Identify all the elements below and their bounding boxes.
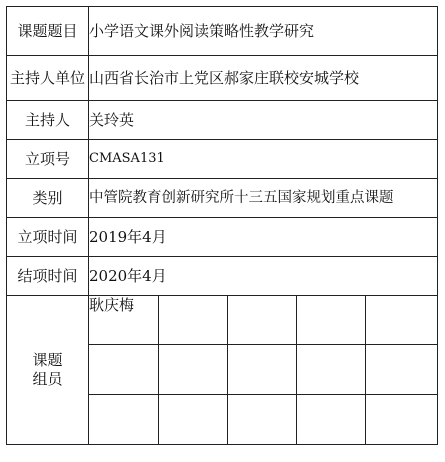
title-value: 小学语文课外阅读策略性教学研究 bbox=[89, 7, 438, 56]
host-org-value: 山西省长治市上党区郝家庄联校安城学校 bbox=[89, 56, 438, 101]
member-cell bbox=[159, 296, 228, 345]
row-host-org bbox=[7, 56, 438, 101]
host-value: 关玲英 bbox=[89, 101, 438, 140]
member-cell bbox=[366, 296, 438, 345]
member-cell bbox=[159, 395, 228, 445]
end-date-value: 2020年4月 bbox=[89, 257, 438, 296]
row-title bbox=[7, 7, 438, 56]
member-row bbox=[7, 296, 438, 345]
host-org-label: 主持人单位 bbox=[7, 56, 89, 101]
row-start-date bbox=[7, 218, 438, 257]
member-cell bbox=[297, 296, 366, 345]
row-host bbox=[7, 101, 438, 140]
member-cell bbox=[366, 395, 438, 445]
member-cell bbox=[159, 345, 228, 395]
end-date-label: 结项时间 bbox=[7, 257, 89, 296]
start-date-label: 立项时间 bbox=[7, 218, 89, 257]
project-info-table bbox=[6, 6, 438, 445]
category-label: 类别 bbox=[7, 179, 89, 218]
member-cell bbox=[297, 345, 366, 395]
member-cell bbox=[89, 395, 159, 445]
host-label: 主持人 bbox=[7, 101, 89, 140]
row-end-date bbox=[7, 257, 438, 296]
project-no-value: CMASA131 bbox=[89, 140, 438, 179]
member-cell: 耿庆梅 bbox=[89, 296, 159, 345]
title-label: 课题题目 bbox=[7, 7, 89, 56]
member-cell bbox=[297, 395, 366, 445]
row-project-no bbox=[7, 140, 438, 179]
member-cell bbox=[228, 345, 297, 395]
member-cell bbox=[228, 395, 297, 445]
group-members-label: 课题 组员 bbox=[7, 296, 89, 445]
row-category bbox=[7, 179, 438, 218]
member-cell bbox=[89, 345, 159, 395]
category-value: 中管院教育创新研究所十三五国家规划重点课题 bbox=[89, 179, 438, 218]
member-cell bbox=[228, 296, 297, 345]
member-cell bbox=[366, 345, 438, 395]
project-no-label: 立项号 bbox=[7, 140, 89, 179]
start-date-value: 2019年4月 bbox=[89, 218, 438, 257]
